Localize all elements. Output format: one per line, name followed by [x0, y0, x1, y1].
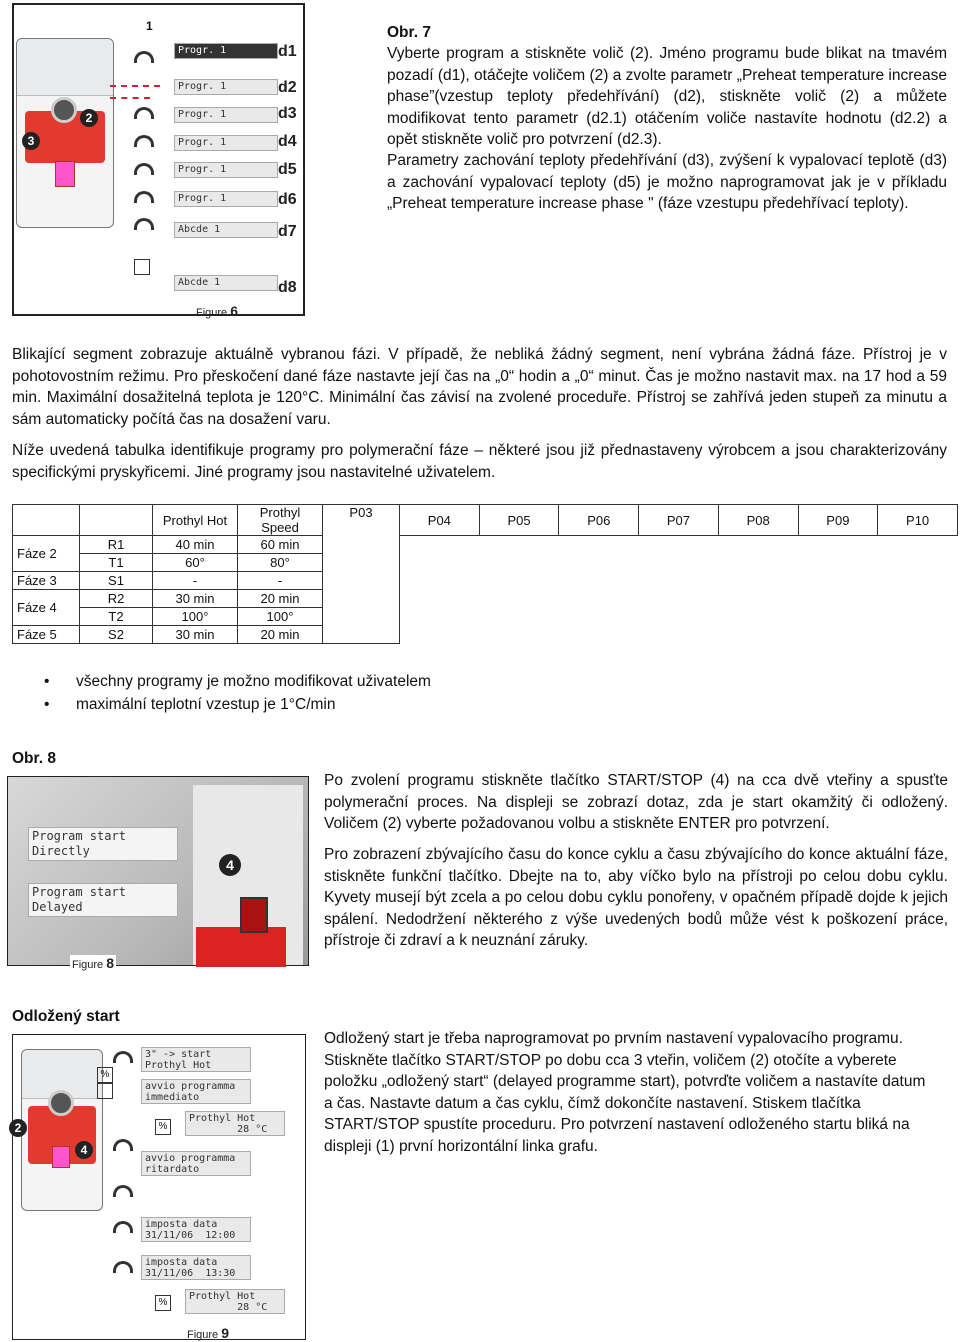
hot-cell: 60° [153, 554, 238, 572]
lcd-prothyl-hot-2: Prothyl Hot 28 °C [185, 1289, 285, 1314]
lcd-d2: Progr. 1 [174, 79, 278, 95]
hot-cell: 30 min [153, 590, 238, 608]
lcd-d5: Progr. 1 [174, 162, 278, 178]
lcd-d6: Progr. 1 [174, 191, 278, 207]
lcd-prothyl-hot: Prothyl Hot 28 °C [185, 1111, 285, 1136]
paragraph-table-intro: Níže uvedená tabulka identifikuje programy pro polymerační fáze – některé jsou již přednastaveny výrobcem a jsou charakterizovány specifickými pryskyřicemi. Jiné programy jsou nastavitelné uživatelem. [12, 442, 947, 481]
param-cell: R1 [80, 536, 153, 554]
table-header-p03: P03 [323, 505, 400, 644]
obr7-text-1: Vyberte program a stiskněte volič (2). Jméno programu bude blikat na tmavém pozadí (d1), otáčejte voličem (2) a zvolte parametr „Preheat temperature increase phase”(vzestup teploty předehřívání) (d2), stiskněte volič (2) a můžete modifikovat tento parametr (d2.1) otáčením voliče nastavíte hodnotu (d2.2) a opět stiskněte volič pro potvrzení (d2.3). [387, 45, 947, 148]
lcd-program-start-directly: Program start Directly [28, 827, 178, 861]
top-mark: 1 [146, 19, 153, 33]
lcd-d4: Progr. 1 [174, 135, 278, 151]
lcd-d7: Abcde 1 [174, 222, 278, 238]
label-d2: d2 [278, 79, 297, 96]
lcd-imposta-data-1: imposta data 31/11/06 12:00 [141, 1217, 251, 1242]
label-d3: d3 [278, 105, 297, 122]
speed-cell: 80° [238, 554, 323, 572]
lcd-d1: Progr. 1 [174, 43, 278, 59]
speed-cell: 20 min [238, 590, 323, 608]
selector-knob [48, 1090, 74, 1116]
bullet-item: • maximální teplotní vzestup je 1°C/min [44, 696, 336, 713]
table-header-p08: P08 [718, 505, 798, 536]
menu-icon [97, 1083, 113, 1099]
speed-cell: 100° [238, 608, 323, 626]
obr8-title: Obr. 8 [12, 750, 56, 767]
bullet-item: • všechny programy je možno modifikovat uživatelem [44, 673, 431, 690]
caption-number: 9 [221, 1325, 230, 1341]
phase-cell: Fáze 4 [13, 590, 80, 626]
param-cell: T2 [80, 608, 153, 626]
table-empty-area [400, 536, 958, 644]
phase-cell: Fáze 3 [13, 572, 80, 590]
lcd-avvio-ritardato: avvio programma ritardato [141, 1151, 251, 1176]
badge-2: 2 [9, 1119, 27, 1137]
lcd-d8: Abcde 1 [174, 275, 278, 291]
param-cell: R2 [80, 590, 153, 608]
lcd-3s-start: 3" -> start Prothyl Hot [141, 1047, 251, 1072]
caption-word: Figure [72, 959, 104, 971]
table-header-p05: P05 [479, 505, 559, 536]
table-header-prothyl-hot: Prothyl Hot [153, 505, 238, 536]
hot-cell: - [153, 572, 238, 590]
badge-4: 4 [75, 1141, 93, 1159]
obr8-text-2: Pro zobrazení zbývajícího času do konce cyklu a času zbývajícího do konce aktuální fáze, stiskněte funkční tlačítko. Dbejte na to, aby víčko bylo na přístroji po celou dobu cyklu. Kyvety musejí být zcela a po celou dobu cyklu ponořeny, v opačném případě dojde k jejich spálení. Nedodržení některého z výše uvedených bodů může vést k poškození práce, přístroje či zdraví a k neuznání záruky. [324, 846, 948, 949]
delayed-start-text: Odložený start je třeba naprogramovat po prvním nastavení vypalovacího programu. Stiskněte tlačítko START/STOP po dobu cca 3 vteřin, voličem (2) otočíte a vyberete položku „odložený start“ (delayed programme start), potvrďte voličem a nastavíte datum a čas. Nastavte datum a čas cyklu, čímž dokončíte nastavení. Stiskem tlačítka START/STOP spustíte proceduru. Pro potvrzení nastavení odloženého startu bliká na displeji (1) první horizontální linka grafu. [324, 1030, 926, 1155]
obr8-text-1: Po zvolení programu stiskněte tlačítko START/STOP (4) na cca dvě vteřiny a spusťte polymerační proces. Na displeji se zobrazí dotaz, zda je start okamžitý či odložený. Voličem (2) vyberte požadovanou volbu a stiskněte ENTER pro potvrzení. [324, 772, 948, 832]
label-d6: d6 [278, 191, 297, 208]
label-d8: d8 [278, 279, 297, 296]
delayed-start-title: Odložený start [12, 1008, 120, 1025]
speed-cell: 20 min [238, 626, 323, 644]
badge-4: 4 [219, 854, 241, 876]
bullet-text: všechny programy je možno modifikovat uživatelem [76, 673, 431, 690]
lcd-d3: Progr. 1 [174, 107, 278, 123]
figure-9 [12, 1034, 306, 1340]
programs-table [12, 504, 958, 644]
figure-6-caption [196, 303, 238, 319]
caption-number: 6 [230, 303, 239, 319]
percent-icon: % [155, 1295, 171, 1311]
caption-word: Figure [187, 1329, 219, 1341]
phase-cell: Fáze 5 [13, 626, 80, 644]
bullet-text: maximální teplotní vzestup je 1°C/min [76, 696, 336, 713]
caption-word: Figure [196, 307, 228, 319]
lcd-avvio-immediato: avvio programma immediato [141, 1079, 251, 1104]
badge-3: 3 [22, 132, 40, 150]
percent-icon: % [155, 1119, 171, 1135]
figure-9-caption [187, 1325, 229, 1341]
menu-icon [134, 259, 150, 275]
figure-6 [12, 3, 305, 319]
device-illustration [21, 1049, 103, 1211]
obr7-title: Obr. 7 [387, 24, 431, 41]
table-header-p07: P07 [639, 505, 719, 536]
label-d7: d7 [278, 223, 297, 240]
table-cell [13, 505, 80, 536]
figure-8 [7, 776, 309, 971]
hot-cell: 30 min [153, 626, 238, 644]
obr7-text-2: Parametry zachování teploty předehřívání (d3), zvýšení k vypalovací teplotě (d3) a zachování vypalovací teploty (d5) je možno naprogramovat jak je v příkladu „Preheat temperature increase phase " (fáze vzestupu předehřívací teploty). [387, 152, 947, 212]
badge-2: 2 [80, 109, 98, 127]
lcd-imposta-data-2: imposta data 31/11/06 13:30 [141, 1255, 251, 1280]
table-header-p09: P09 [798, 505, 878, 536]
selector-knob [51, 97, 77, 123]
paragraph-phases: Blikající segment zobrazuje aktuálně vybranou fázi. V případě, že nebliká žádný segment, není vybrána žádná fáze. Přístroj je v pohotovostním režimu. Pro přeskočení dané fáze nastavte její čas na „0“ hodin a „0“ minut. Čas je možno nastavit max. na 17 hod a 59 min. Maximální dosažitelná teplota je 120°C. Minimální čas závisí na zvolené proceduře. Přístroj se zahřívá jeden stupeň za minutu a sám automaticky počítá čas na dosažení varu. [12, 346, 947, 428]
figure-8-caption [70, 955, 116, 971]
table-cell [80, 505, 153, 536]
table-header-p10: P10 [878, 505, 958, 536]
param-cell: S1 [80, 572, 153, 590]
caption-number: 8 [106, 955, 115, 971]
table-header-p06: P06 [559, 505, 639, 536]
hot-cell: 40 min [153, 536, 238, 554]
lcd-program-start-delayed: Program start Delayed [28, 883, 178, 917]
table-header-prothyl-speed: Prothyl Speed [238, 505, 323, 536]
table-header-p04: P04 [400, 505, 480, 536]
label-d5: d5 [278, 161, 297, 178]
label-d4: d4 [278, 133, 297, 150]
speed-cell: - [238, 572, 323, 590]
param-cell: S2 [80, 626, 153, 644]
hot-cell: 100° [153, 608, 238, 626]
label-d1: d1 [278, 43, 297, 60]
speed-cell: 60 min [238, 536, 323, 554]
phase-cell: Fáze 2 [13, 536, 80, 572]
percent-icon: % [97, 1067, 113, 1083]
param-cell: T1 [80, 554, 153, 572]
